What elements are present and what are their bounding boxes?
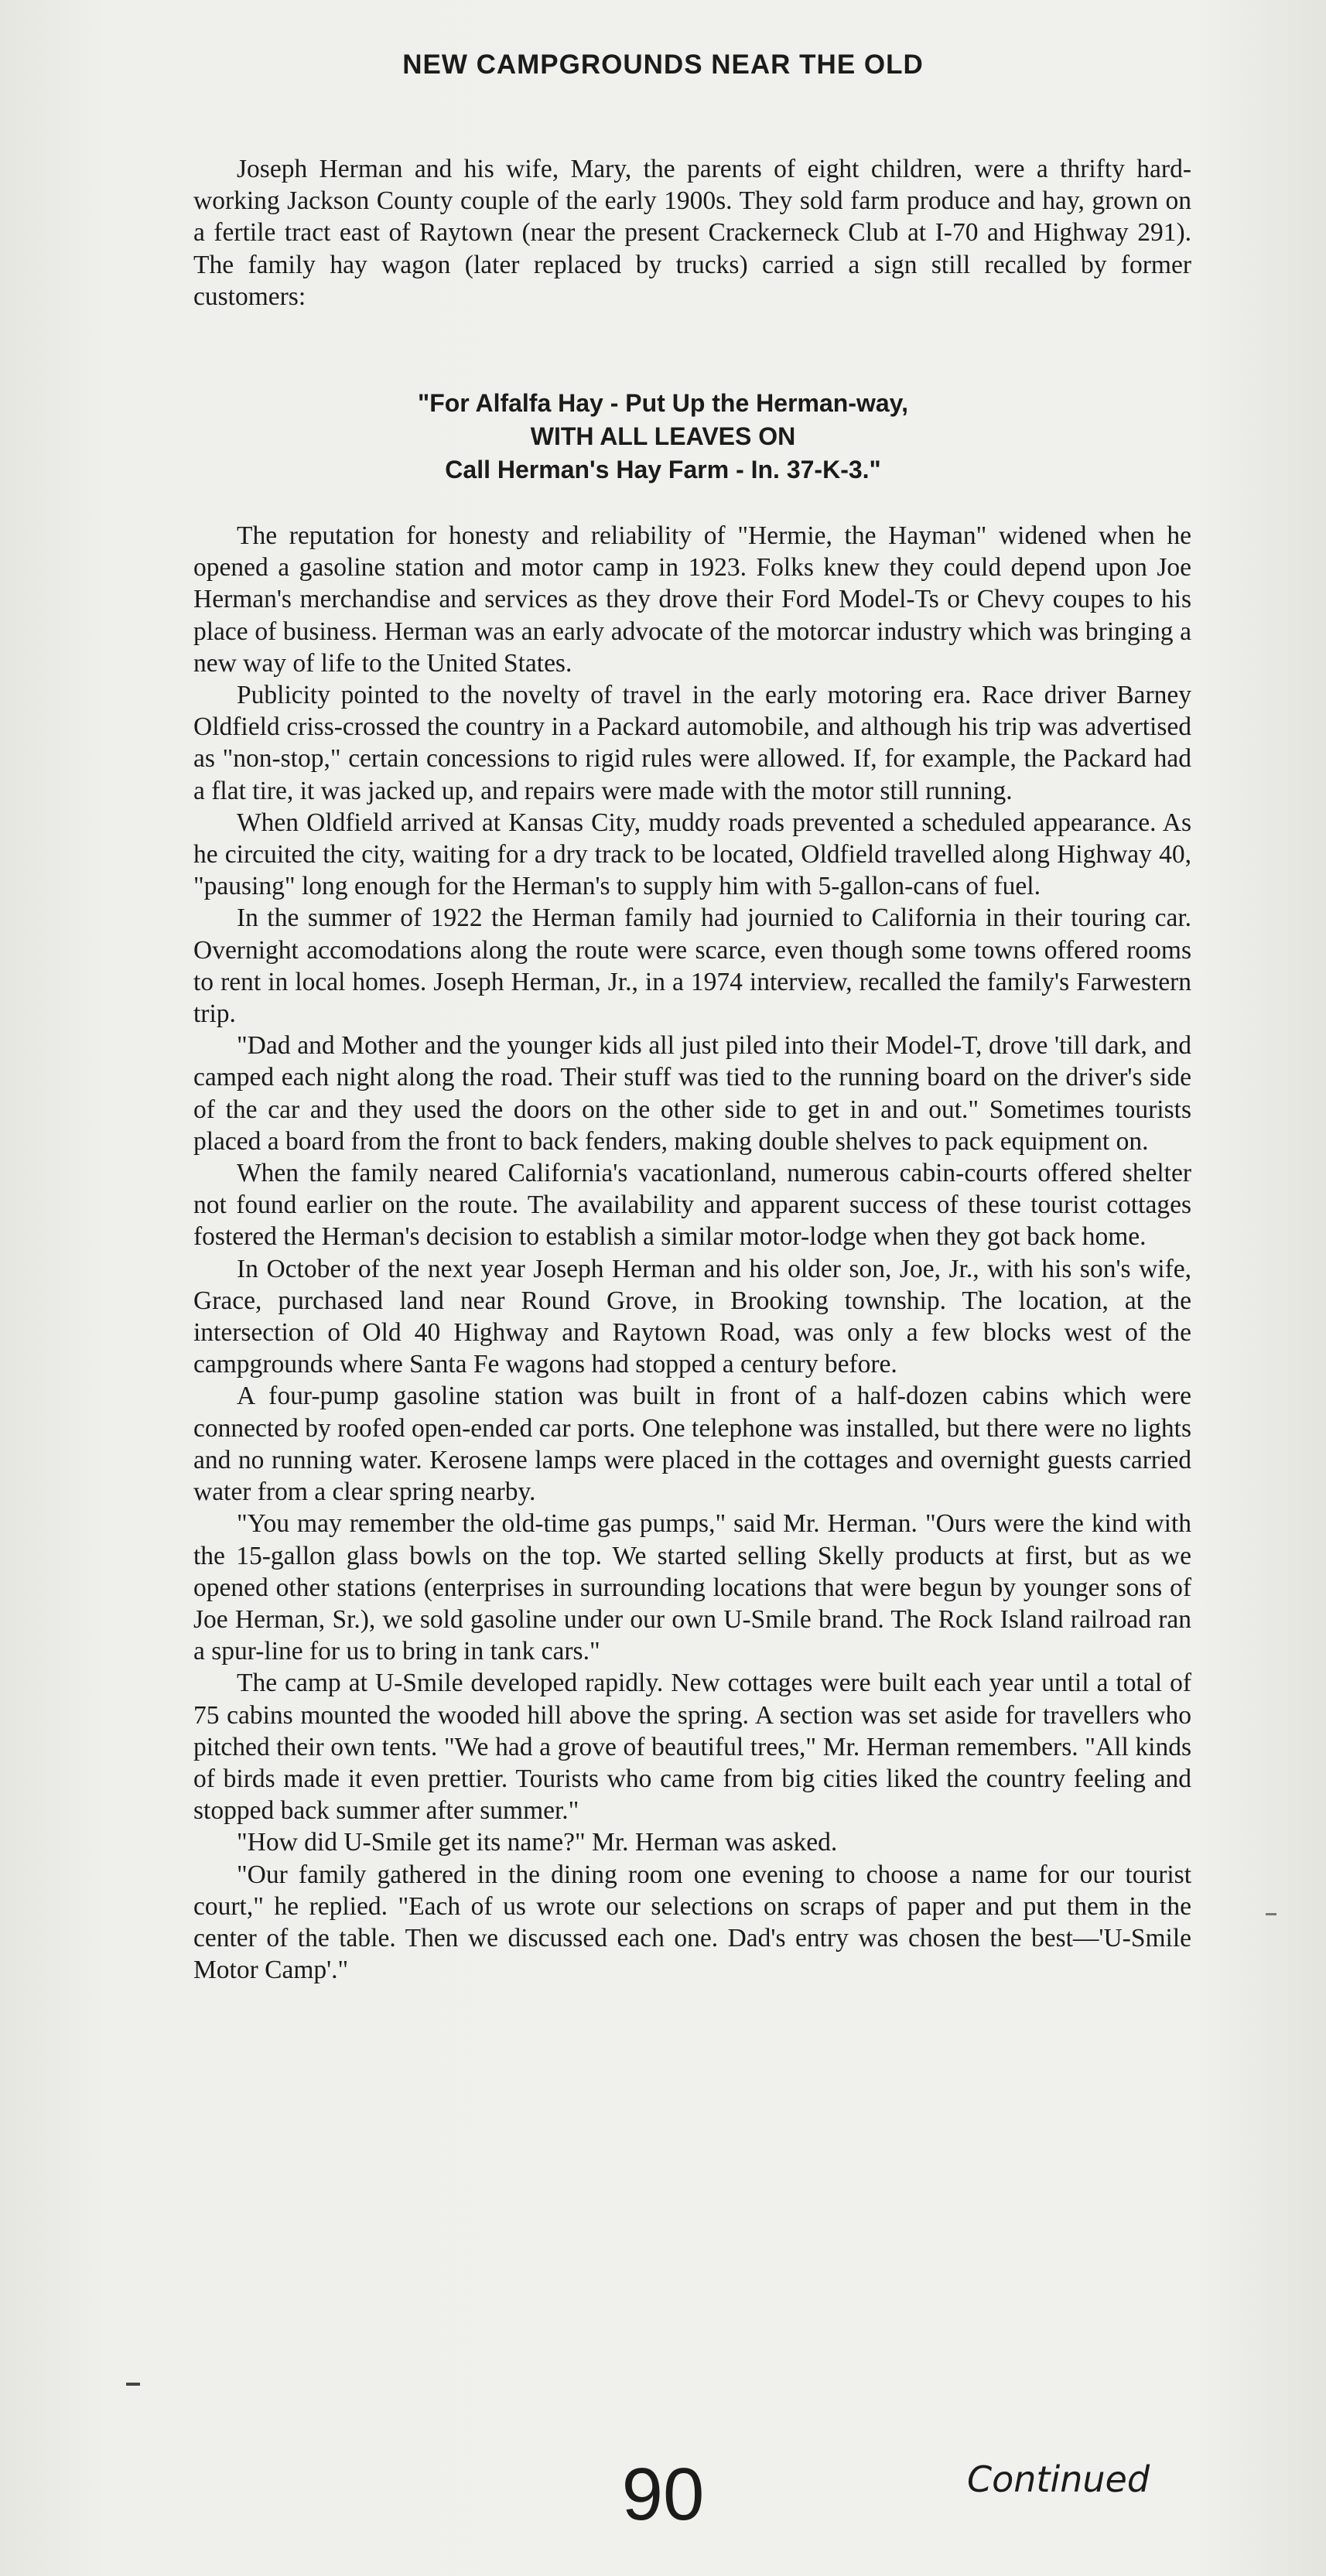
paragraph: The camp at U-Smile developed rapidly. New cottages were built each year until a total of 75 cabins mounted the wooded hill above the spring. A section was set aside for travellers who pitched their own tents. "We had a grove of beautiful trees," Mr. Herman remembers. "All kinds of birds made it even prettier. Tourists who came from big cities liked the country feeling and stopped back summer after summer." [193,1669,1191,1826]
page-title: NEW CAMPGROUNDS NEAR THE OLD [402,50,924,80]
paragraph: In the summer of 1922 the Herman family had journied to California in their touring car. Overnight accomodations along the route were scarce, even though some towns offered rooms to rent in local homes. Joseph Herman, Jr., in a 1974 interview, recalled the family's Farwestern trip. [193,904,1191,1029]
page-number: 90 [621,2453,705,2536]
slogan-line-2: WITH ALL LEAVES ON [530,422,796,450]
intro-text [193,153,1191,313]
intro-paragraph: Joseph Herman and his wife, Mary, the parents of eight children, were a thrifty hard-working Jackson County couple of the early 1900s. They sold farm produce and hay, grown on a fertile tract east of Raytown (near the present Crackerneck Club at I-70 and Highway 291). The family hay wagon (later replaced by trucks) carried a sign still recalled by former customers: [193,155,1191,311]
slogan-line-3: Call Herman's Hay Farm - In. 37-K-3." [445,456,881,483]
margin-mark [1266,1913,1276,1915]
paragraph: "You may remember the old-time gas pumps," said Mr. Herman. "Ours were the kind with the 15-gallon glass bowls on the top. We started selling Skelly products at first, but as we opened other stations (enterprises in surrounding locations that were begun by younger sons of Joe Herman, Sr.), we sold gasoline under our own U-Smile brand. The Rock Island railroad ran a spur-line for us to bring in tank cars." [193,1509,1191,1666]
paragraph: "Our family gathered in the dining room one evening to choose a name for our tourist court," he replied. "Each of us wrote our selections on scraps of paper and put them in the center of the table. Then we discussed each one. Dad's entry was chosen the best—'U-Smile Motor Camp'." [193,1860,1191,1985]
paragraph: When Oldfield arrived at Kansas City, muddy roads prevented a scheduled appearance. As he circuited the city, waiting for a dry track to be located, Oldfield travelled along Highway 40, "pausing" long enough for the Herman's to supply him with 5-gallon-cans of fuel. [193,808,1191,901]
hay-wagon-slogan [0,387,1326,487]
paragraph: In October of the next year Joseph Herman and his older son, Joe, Jr., with his son's wife, Grace, purchased land near Round Grove, in Brooking township. The location, at the intersection of Old 40 Highway and Raytown Road, was only a few blocks west of the campgrounds where Santa Fe wagons had stopped a century before. [193,1254,1191,1379]
margin-mark [126,2383,140,2386]
paragraph: "How did U-Smile get its name?" Mr. Herman was asked. [237,1828,838,1857]
paragraph: "Dad and Mother and the younger kids all just piled into their Model-T, drove 'till dark, and camped each night along the road. Their stuff was tied to the running board on the driver's side of the car and they used the doors on the other side to get in and out." Sometimes tourists placed a board from the front to back fenders, making double shelves to pack equipment on. [193,1031,1191,1156]
paragraph: When the family neared California's vacationland, numerous cabin-courts offered shelter not found earlier on the route. The availability and apparent success of these tourist cottages fostered the Herman's decision to establish a similar motor-lodge when they got back home. [193,1159,1191,1252]
paragraph: A four-pump gasoline station was built in front of a half-dozen cabins which were connected by roofed open-ended car ports. One telephone was installed, but there were no lights and no running water. Kerosene lamps were placed in the cottages and overnight guests carried water from a clear spring nearby. [193,1382,1191,1507]
paragraph: Publicity pointed to the novelty of travel in the early motoring era. Race driver Barney Oldfield criss-crossed the country in a Packard automobile, and although his trip was advertised as "non-stop," certain concessions to rigid rules were allowed. If, for example, the Packard had a flat tire, it was jacked up, and repairs were made with the motor still running. [193,681,1191,805]
continued-note: Continued [967,2458,1150,2500]
paragraph: The reputation for honesty and reliability of "Hermie, the Hayman" widened when he opened a gasoline station and motor camp in 1923. Folks knew they could depend upon Joe Herman's merchandise and services as they drove their Ford Model-Ts or Chevy coupes to his place of business. Herman was an early advocate of the motorcar industry which was bringing a new way of life to the United States. [193,521,1191,678]
slogan-line-1: "For Alfalfa Hay - Put Up the Herman-way, [418,389,908,417]
article-body [193,520,1191,1986]
